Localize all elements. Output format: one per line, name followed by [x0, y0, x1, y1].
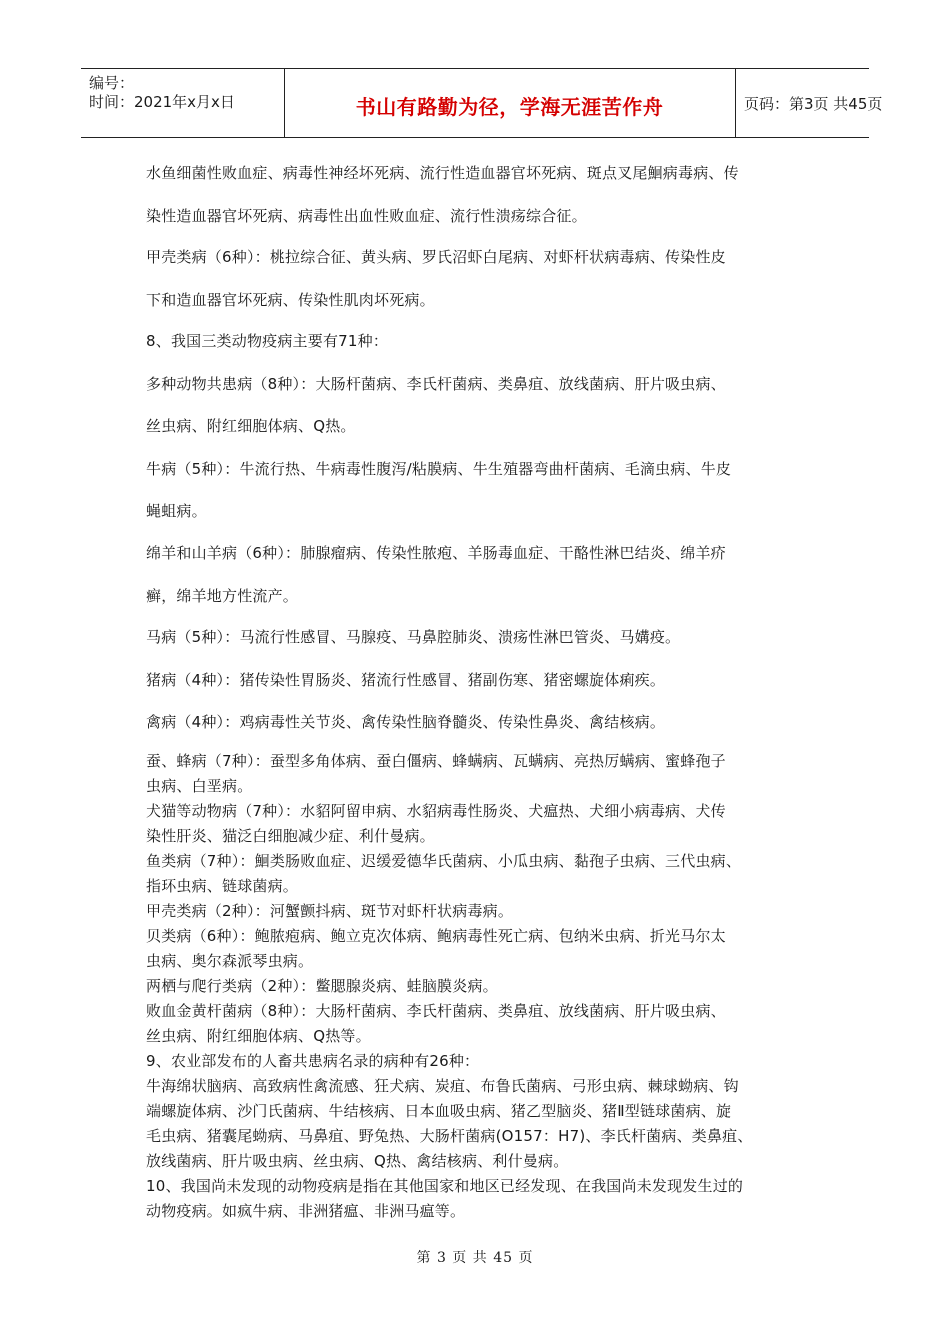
- document-number-label: 编号：: [89, 74, 135, 92]
- body-line: 动物疫病。如疯牛病、非洲猪瘟、非洲马瘟等。: [146, 1202, 466, 1220]
- body-line: 猪病（4种）：猪传染性胃肠炎、猪流行性感冒、猪副伤寒、猪密螺旋体痢疾。: [146, 671, 666, 689]
- body-line: 牛病（5种）：牛流行热、牛病毒性腹泻/粘膜病、牛生殖器弯曲杆菌病、毛滴虫病、牛皮: [146, 460, 732, 478]
- section-heading: 8、我国三类动物疫病主要有71种：: [146, 332, 389, 350]
- body-line: 端螺旋体病、沙门氏菌病、牛结核病、日本血吸虫病、猪乙型脑炎、猪Ⅱ型链球菌病、旋: [146, 1102, 732, 1120]
- header-meta-cell: [81, 69, 285, 137]
- document-time-label: 时间：2021年x月x日: [89, 93, 235, 111]
- body-line: 贝类病（6种）：鲍脓疱病、鲍立克次体病、鲍病毒性死亡病、包纳米虫病、折光马尔太: [146, 927, 726, 945]
- header-motto-cell: [284, 69, 736, 137]
- body-line: 蚕、蜂病（7种）：蚕型多角体病、蚕白僵病、蜂螨病、瓦螨病、亮热厉螨病、蜜蜂孢子: [146, 752, 726, 770]
- header-page-cell: [735, 69, 883, 137]
- body-line: 指环虫病、链球菌病。: [146, 877, 299, 895]
- body-line: 甲壳类病（2种）：河蟹颤抖病、斑节对虾杆状病毒病。: [146, 902, 514, 920]
- page-header: [81, 68, 883, 138]
- body-line: 禽病（4种）：鸡病毒性关节炎、禽传染性脑脊髓炎、传染性鼻炎、禽结核病。: [146, 713, 666, 731]
- body-line: 绵羊和山羊病（6种）：肺腺瘤病、传染性脓疱、羊肠毒血症、干酪性淋巴结炎、绵羊疥: [146, 544, 726, 562]
- body-line: 马病（5种）：马流行性感冒、马腺疫、马鼻腔肺炎、溃疡性淋巴管炎、马媾疫。: [146, 628, 681, 646]
- body-line: 水鱼细菌性败血症、病毒性神经坏死病、流行性造血器官坏死病、斑点叉尾鮰病毒病、传: [146, 164, 739, 182]
- body-line: 虫病、奥尔森派琴虫病。: [146, 952, 314, 970]
- body-line: 丝虫病、附红细胞体病、Q热。: [146, 417, 356, 435]
- header-page-code: 页码：第3页 共45页: [744, 95, 883, 113]
- body-line: 放线菌病、肝片吸虫病、丝虫病、Q热、禽结核病、利什曼病。: [146, 1152, 569, 1170]
- header-motto: 书山有路勤为径，学海无涯苦作舟: [355, 95, 664, 119]
- body-line: 败血金黄杆菌病（8种）：大肠杆菌病、李氏杆菌病、类鼻疽、放线菌病、肝片吸虫病、: [146, 1002, 726, 1020]
- body-line: 毛虫病、猪囊尾蚴病、马鼻疽、野兔热、大肠杆菌病(O157：H7)、李氏杆菌病、类鼻疽、: [146, 1127, 753, 1145]
- body-line: 鱼类病（7种）：鮰类肠败血症、迟缓爱德华氏菌病、小瓜虫病、黏孢子虫病、三代虫病、: [146, 852, 742, 870]
- body-line: 两栖与爬行类病（2种）：鳖腮腺炎病、蛙脑膜炎病。: [146, 977, 498, 995]
- body-line: 蝇蛆病。: [146, 502, 207, 520]
- body-line: 甲壳类病（6种）：桃拉综合征、黄头病、罗氏沼虾白尾病、对虾杆状病毒病、传染性皮: [146, 248, 726, 266]
- page-footer: 第 3 页 共 45 页: [416, 1250, 534, 1266]
- body-line: 犬猫等动物病（7种）：水貂阿留申病、水貂病毒性肠炎、犬瘟热、犬细小病毒病、犬传: [146, 802, 726, 820]
- body-line: 牛海绵状脑病、高致病性禽流感、狂犬病、炭疽、布鲁氏菌病、弓形虫病、棘球蚴病、钩: [146, 1077, 739, 1095]
- body-line: 染性造血器官坏死病、病毒性出血性败血症、流行性溃疡综合征。: [146, 207, 587, 225]
- section-heading: 9、农业部发布的人畜共患病名录的病种有26种：: [146, 1052, 480, 1070]
- body-line: 丝虫病、附红细胞体病、Q热等。: [146, 1027, 371, 1045]
- section-heading: 10、我国尚未发现的动物疫病是指在其他国家和地区已经发现、在我国尚未发现发生过的: [146, 1177, 744, 1195]
- body-line: 下和造血器官坏死病、传染性肌肉坏死病。: [146, 291, 435, 309]
- body-line: 虫病、白垩病。: [146, 777, 253, 795]
- body-line: 多种动物共患病（8种）：大肠杆菌病、李氏杆菌病、类鼻疽、放线菌病、肝片吸虫病、: [146, 375, 726, 393]
- body-line: 染性肝炎、猫泛白细胞减少症、利什曼病。: [146, 827, 435, 845]
- body-line: 癣，绵羊地方性流产。: [146, 587, 299, 605]
